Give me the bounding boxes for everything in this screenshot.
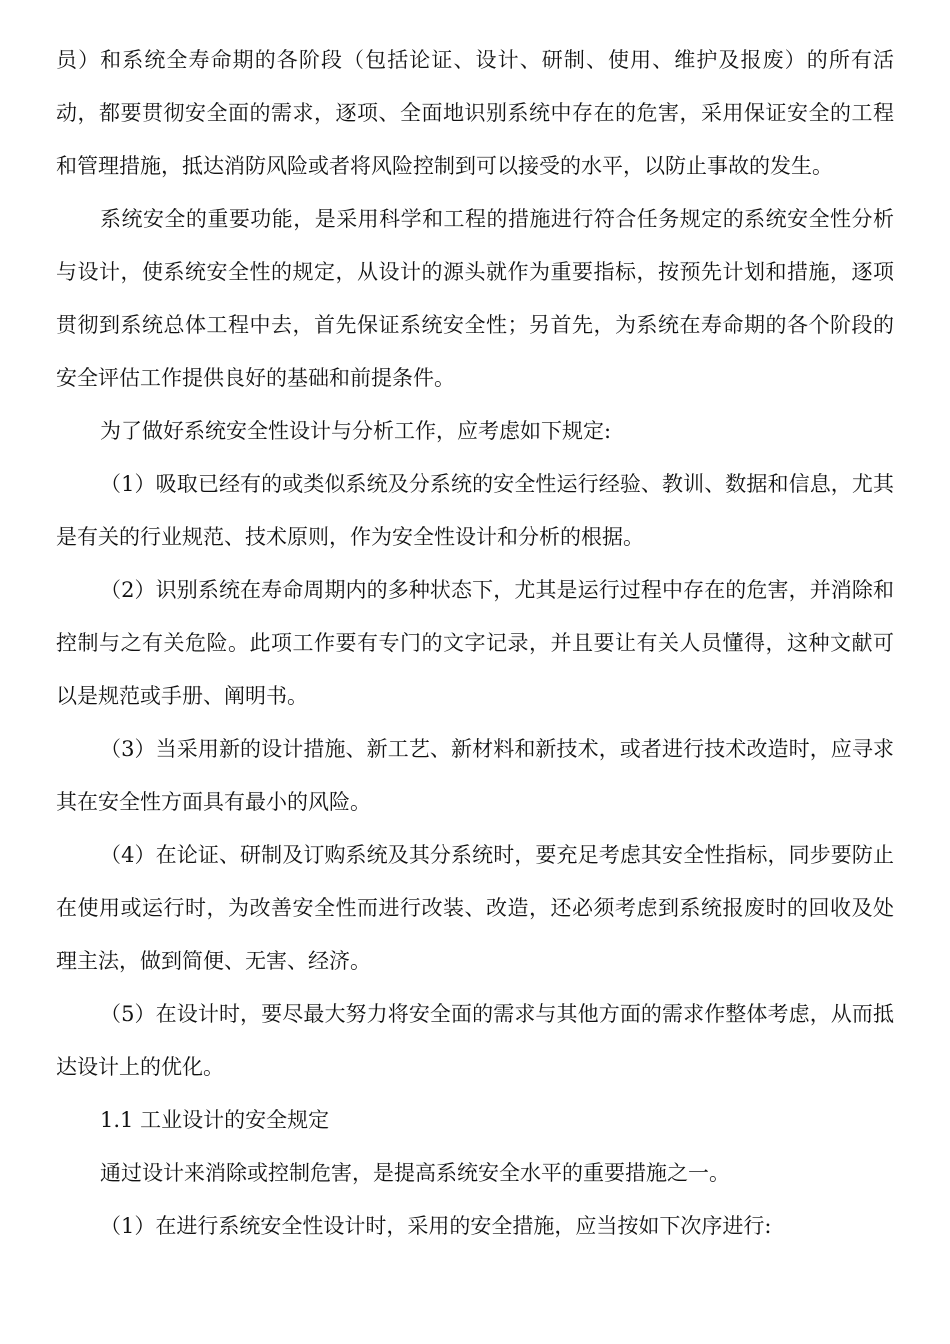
paragraph-lifecycle: 员）和系统全寿命期的各阶段（包括论证、设计、研制、使用、维护及报废）的所有活动，都要贯彻安全面的需求，逐项、全面地识别系统中存在的危害，采用保证安全的工程和管理措施，抵达消防风险或者将风险控制到可以接受的水平，以防止事故的发生。: [56, 48, 894, 178]
list-item-2: （2）识别系统在寿命周期内的多种状态下，尤其是运行过程中存在的危害，并消除和控制与之有关危险。此项工作要有专门的文字记录，并且要让有关人员懂得，这种文献可以是规范或手册、阐明书。: [56, 578, 894, 708]
document-page: [56, 34, 894, 1253]
list-item-3: （3）当采用新的设计措施、新工艺、新材料和新技术，或者进行技术改造时，应寻求其在安全性方面具有最小的风险。: [56, 737, 894, 814]
list-item-4: （4）在论证、研制及订购系统及其分系统时，要充足考虑其安全性指标，同步要防止在使用或运行时，为改善安全性而进行改装、改造，还必须考虑到系统报废时的回收及处理主法，做到简便、无害、经济。: [56, 843, 894, 973]
list-item-1: （1）吸取已经有的或类似系统及分系统的安全性运行经验、教训、数据和信息，尤其是有关的行业规范、技术原则，作为安全性设计和分析的根据。: [56, 472, 894, 549]
paragraph-system-safety-function: 系统安全的重要功能，是采用科学和工程的措施进行符合任务规定的系统安全性分析与设计，使系统安全性的规定，从设计的源头就作为重要指标，按预先计划和措施，逐项贯彻到系统总体工程中去，首先保证系统安全性；另首先，为系统在寿命期的各个阶段的安全评估工作提供良好的基础和前提条件。: [56, 207, 894, 390]
list-item-design-1: （1）在进行系统安全性设计时，采用的安全措施，应当按如下次序进行:: [100, 1214, 772, 1238]
paragraph-requirements-intro: 为了做好系统安全性设计与分析工作，应考虑如下规定:: [100, 419, 612, 443]
paragraph-design-control: 通过设计来消除或控制危害，是提高系统安全水平的重要措施之一。: [100, 1161, 730, 1185]
list-item-5: （5）在设计时，要尽最大努力将安全面的需求与其他方面的需求作整体考虑，从而抵达设计上的优化。: [56, 1002, 894, 1079]
section-heading: 1.1 工业设计的安全规定: [100, 1108, 330, 1132]
